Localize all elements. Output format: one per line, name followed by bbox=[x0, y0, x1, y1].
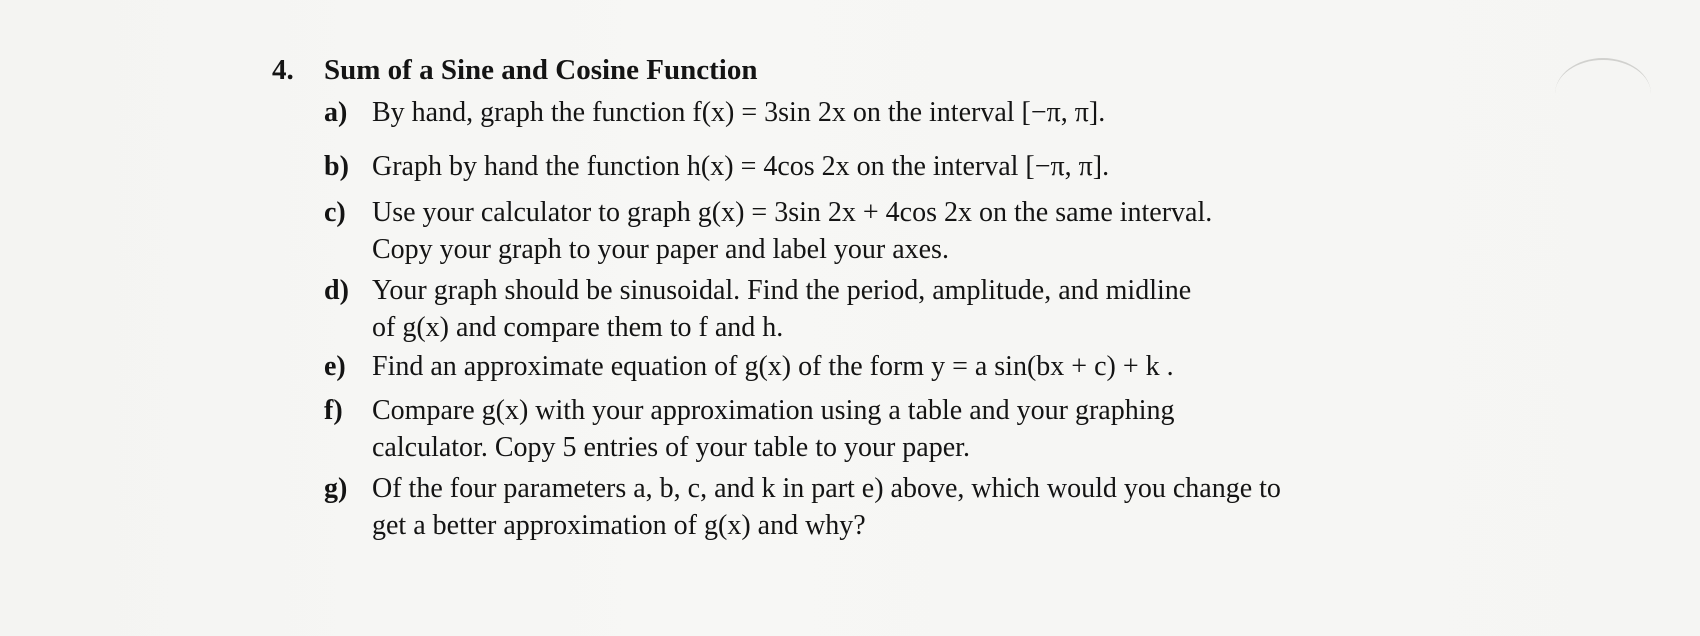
part-text-line: Find an approximate equation of g(x) of the form y = a sin(bx + c) + k . bbox=[372, 351, 1174, 382]
part-text-line: By hand, graph the function f(x) = 3sin 2x on the interval [−π, π]. bbox=[372, 97, 1106, 128]
problem-4 bbox=[272, 54, 1432, 544]
part-g bbox=[272, 470, 1432, 544]
part-text-line: Compare g(x) with your approximation using a table and your graphing bbox=[372, 395, 1175, 426]
part-text-line: Copy your graph to your paper and label your axes. bbox=[372, 234, 949, 265]
problem-title: Sum of a Sine and Cosine Function bbox=[324, 54, 758, 86]
part-letter: c) bbox=[324, 197, 346, 228]
paper-fold-mark bbox=[1555, 58, 1651, 130]
part-e bbox=[272, 348, 1432, 392]
part-text-line: Of the four parameters a, b, c, and k in part e) above, which would you change to bbox=[372, 473, 1281, 504]
part-letter: f) bbox=[324, 395, 343, 426]
part-text-line: Use your calculator to graph g(x) = 3sin 2x + 4cos 2x on the same interval. bbox=[372, 197, 1213, 228]
part-text-line: calculator. Copy 5 entries of your table to your paper. bbox=[372, 432, 970, 463]
part-a bbox=[272, 94, 1432, 148]
part-f bbox=[272, 392, 1432, 470]
part-letter: b) bbox=[324, 151, 349, 182]
part-letter: d) bbox=[324, 275, 349, 306]
problem-heading bbox=[272, 54, 1432, 94]
part-text-line: Graph by hand the function h(x) = 4cos 2x on the interval [−π, π]. bbox=[372, 151, 1110, 182]
part-letter: e) bbox=[324, 351, 346, 382]
part-letter: a) bbox=[324, 97, 348, 128]
part-text-line: get a better approximation of g(x) and why? bbox=[372, 510, 866, 541]
part-letter: g) bbox=[324, 473, 348, 504]
problem-number: 4. bbox=[272, 54, 294, 86]
part-c bbox=[272, 194, 1432, 272]
part-text-line: of g(x) and compare them to f and h. bbox=[372, 312, 784, 343]
part-text-line: Your graph should be sinusoidal. Find the period, amplitude, and midline bbox=[372, 275, 1192, 306]
part-d bbox=[272, 272, 1432, 348]
part-b bbox=[272, 148, 1432, 194]
